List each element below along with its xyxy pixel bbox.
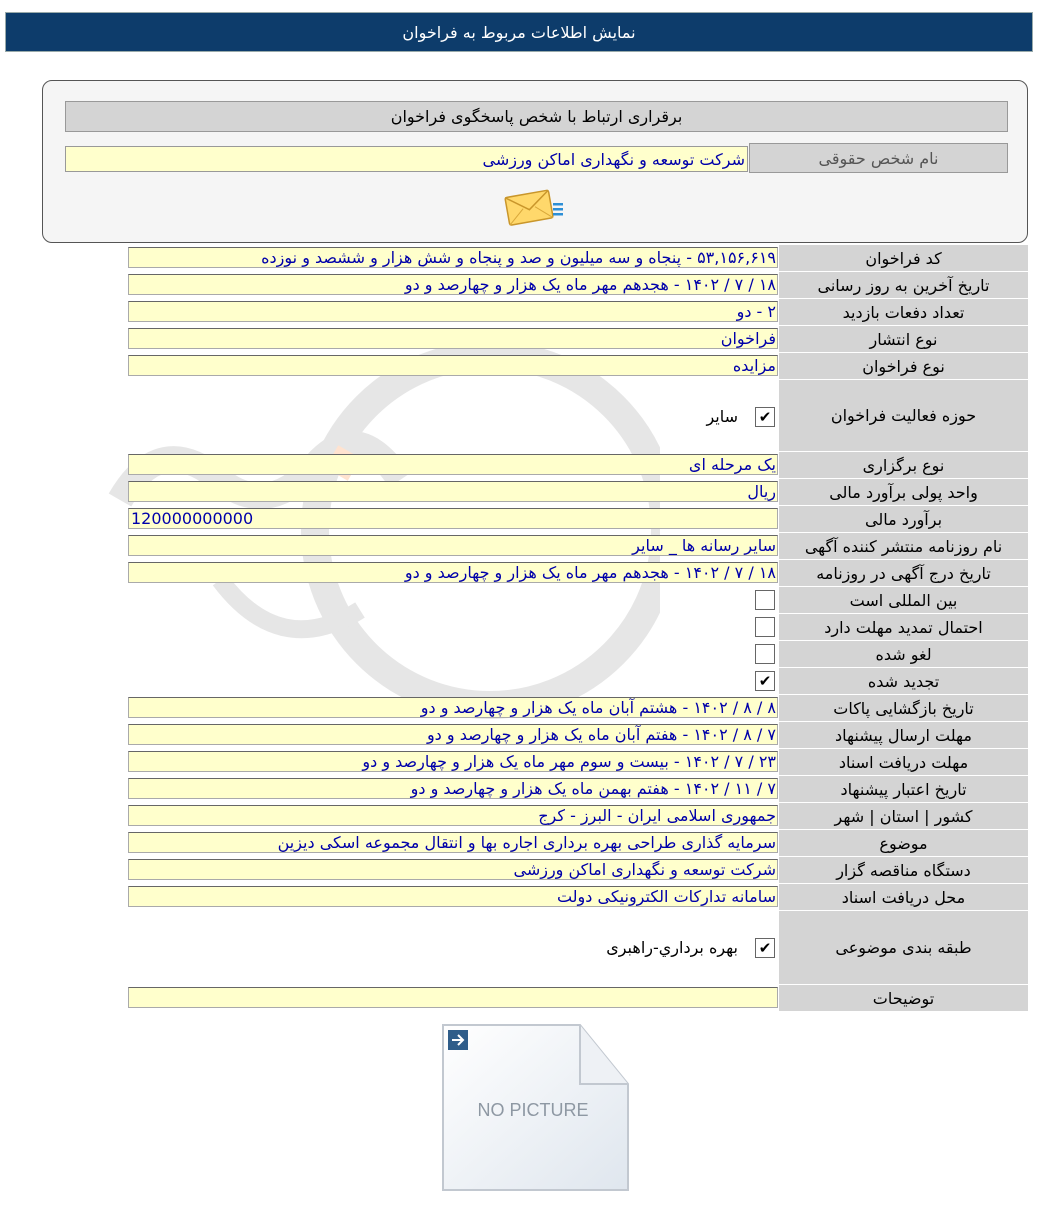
organizer-label: دستگاه مناقصه گزار: [779, 857, 1028, 884]
validity-label: تاریخ اعتبار پیشنهاد: [779, 776, 1028, 803]
row-visits: [128, 299, 1028, 326]
row-category: [128, 911, 1028, 985]
estimate-value: 120000000000: [128, 508, 778, 529]
cancelled-label: لغو شده: [779, 641, 1028, 668]
row-validity: [128, 776, 1028, 803]
page-header: [5, 12, 1033, 52]
holding-type-label: نوع برگزاری: [779, 452, 1028, 479]
submit-deadline-label: مهلت ارسال پیشنهاد: [779, 722, 1028, 749]
publish-type-label: نوع انتشار: [779, 326, 1028, 353]
international-checkbox[interactable]: [755, 590, 775, 610]
row-code: [128, 245, 1028, 272]
organizer-value: شرکت توسعه و نگهداری اماکن ورزشی: [128, 859, 778, 880]
row-docs-place: [128, 884, 1028, 911]
opening-date-value: ۸ / ۸ / ۱۴۰۲ - هشتم آبان ماه یک هزار و چهارصد و دو: [128, 697, 778, 718]
docs-place-value: سامانه تدارکات الکترونیکی دولت: [128, 886, 778, 907]
newspaper-date-value: ۱۸ / ۷ / ۱۴۰۲ - هجدهم مهر ماه یک هزار و چهارصد و دو: [128, 562, 778, 583]
row-estimate: [128, 506, 1028, 533]
legal-person-value: شرکت توسعه و نگهداری اماکن ورزشی: [65, 146, 748, 172]
row-location: [128, 803, 1028, 830]
row-extension: [128, 614, 1028, 641]
row-last-update: [128, 272, 1028, 299]
call-type-label: نوع فراخوان: [779, 353, 1028, 380]
category-checkbox[interactable]: ✔: [755, 938, 775, 958]
contact-panel: [42, 80, 1028, 243]
activity-checkbox[interactable]: ✔: [755, 407, 775, 427]
row-currency: [128, 479, 1028, 506]
row-publish-type: [128, 326, 1028, 353]
newspaper-value: سایر رسانه ها _ سایر: [128, 535, 778, 556]
row-organizer: [128, 857, 1028, 884]
renewed-checkbox[interactable]: ✔: [755, 671, 775, 691]
holding-type-value: یک مرحله ای: [128, 454, 778, 475]
row-submit-deadline: [128, 722, 1028, 749]
contact-title: برقراری ارتباط با شخص پاسخگوی فراخوان: [65, 101, 1008, 132]
docs-place-label: محل دریافت اسناد: [779, 884, 1028, 911]
no-picture-text: NO PICTURE: [477, 1100, 589, 1120]
opening-date-label: تاریخ بازگشایی پاکات: [779, 695, 1028, 722]
row-call-type: [128, 353, 1028, 380]
visits-label: تعداد دفعات بازدید: [779, 299, 1028, 326]
description-value: [128, 987, 778, 1008]
row-cancelled: [128, 641, 1028, 668]
international-label: بین المللی است: [779, 587, 1028, 614]
currency-value: ریال: [128, 481, 778, 502]
last-update-value: ۱۸ / ۷ / ۱۴۰۲ - هجدهم مهر ماه یک هزار و چهارصد و دو: [128, 274, 778, 295]
row-newspaper-date: [128, 560, 1028, 587]
contact-row: [65, 143, 1008, 173]
activity-option: سایر: [706, 407, 738, 426]
row-international: [128, 587, 1028, 614]
last-update-label: تاریخ آخرین به روز رسانی: [779, 272, 1028, 299]
call-type-value: مزایده: [128, 355, 778, 376]
publish-type-value: فراخوان: [128, 328, 778, 349]
docs-deadline-label: مهلت دریافت اسناد: [779, 749, 1028, 776]
page-title: نمایش اطلاعات مربوط به فراخوان: [402, 22, 636, 42]
subject-label: موضوع: [779, 830, 1028, 857]
visits-value: ۲ - دو: [128, 301, 778, 322]
extension-label: احتمال تمدید مهلت دارد: [779, 614, 1028, 641]
newspaper-date-label: تاریخ درج آگهی در روزنامه: [779, 560, 1028, 587]
newspaper-label: نام روزنامه منتشر کننده آگهی: [779, 533, 1028, 560]
cancelled-checkbox[interactable]: [755, 644, 775, 664]
activity-label: حوزه فعالیت فراخوان: [779, 380, 1028, 452]
category-label: طبقه بندی موضوعی: [779, 911, 1028, 985]
location-value: جمهوری اسلامی ایران - البرز - کرج: [128, 805, 778, 826]
category-option: بهره برداري-راهبری: [606, 938, 738, 957]
row-docs-deadline: [128, 749, 1028, 776]
docs-deadline-value: ۲۳ / ۷ / ۱۴۰۲ - بیست و سوم مهر ماه یک هزار و چهارصد و دو: [128, 751, 778, 772]
row-holding-type: [128, 452, 1028, 479]
envelope-icon[interactable]: [503, 185, 569, 229]
extension-checkbox[interactable]: [755, 617, 775, 637]
validity-value: ۷ / ۱۱ / ۱۴۰۲ - هفتم بهمن ماه یک هزار و چهارصد و دو: [128, 778, 778, 799]
no-picture-image: [440, 1022, 632, 1194]
currency-label: واحد پولی برآورد مالی: [779, 479, 1028, 506]
row-newspaper: [128, 533, 1028, 560]
code-value: ۵۳,۱۵۶,۶۱۹ - پنجاه و سه میلیون و صد و پنجاه و شش هزار و ششصد و نوزده: [128, 247, 778, 268]
row-activity: [128, 380, 1028, 452]
description-label: توضیحات: [779, 985, 1028, 1012]
subject-value: سرمایه گذاری طراحی بهره برداری اجاره بها و انتقال مجموعه اسکی دیزین: [128, 832, 778, 853]
row-description: [128, 985, 1028, 1012]
row-renewed: [128, 668, 1028, 695]
code-label: کد فراخوان: [779, 245, 1028, 272]
renewed-label: تجدید شده: [779, 668, 1028, 695]
estimate-label: برآورد مالی: [779, 506, 1028, 533]
row-opening-date: [128, 695, 1028, 722]
submit-deadline-value: ۷ / ۸ / ۱۴۰۲ - هفتم آبان ماه یک هزار و چهارصد و دو: [128, 724, 778, 745]
location-label: کشور | استان | شهر: [779, 803, 1028, 830]
row-subject: [128, 830, 1028, 857]
legal-person-label: نام شخص حقوقی: [749, 143, 1008, 173]
